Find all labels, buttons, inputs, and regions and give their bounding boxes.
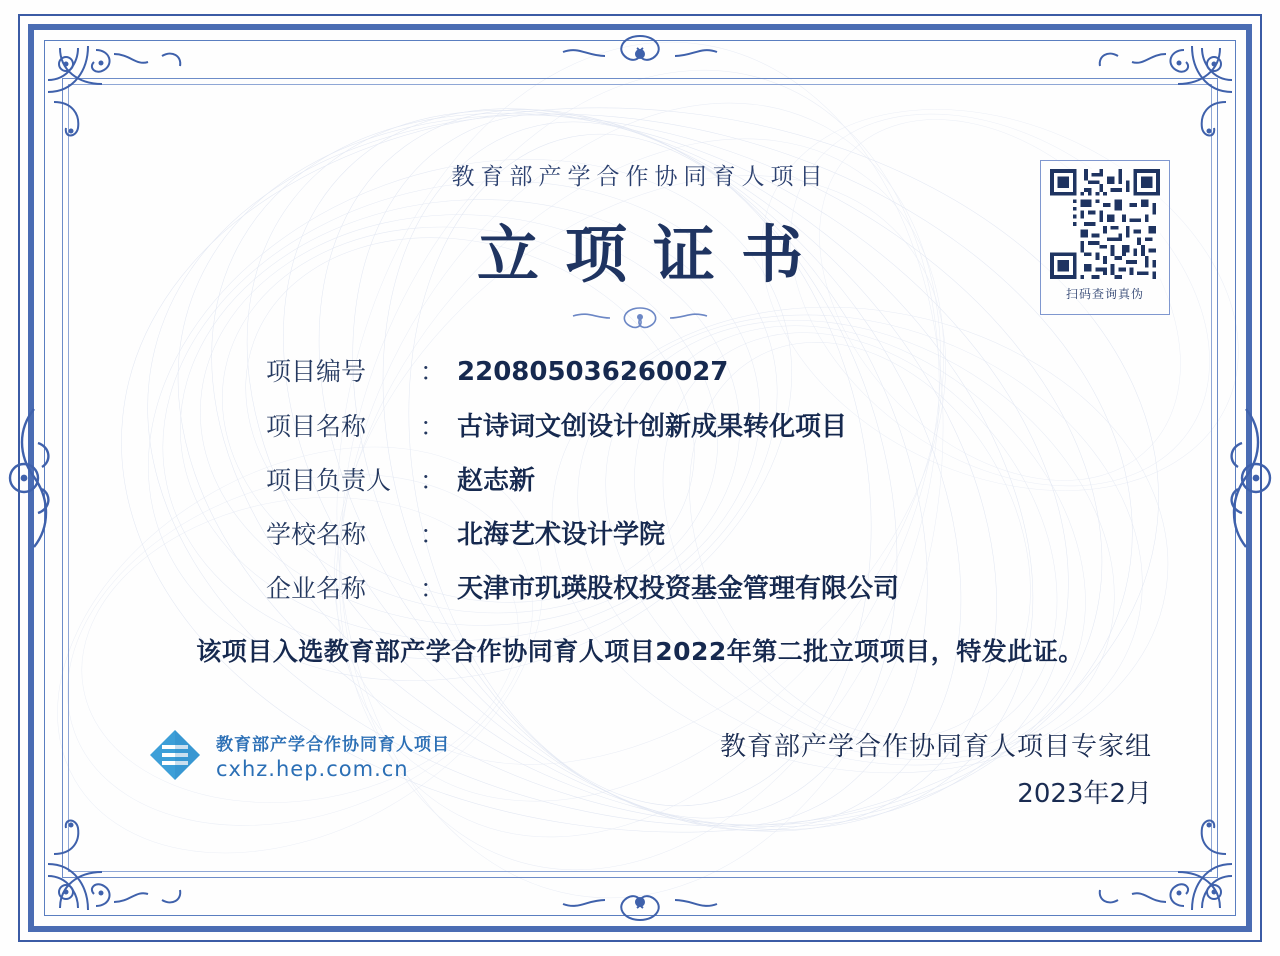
field-row bbox=[266, 406, 899, 444]
field-colon: ： bbox=[420, 574, 446, 603]
program-logo-block bbox=[148, 728, 450, 782]
field-label: 企业名称 bbox=[266, 574, 367, 603]
field-row bbox=[266, 460, 899, 498]
field-colon: ： bbox=[420, 412, 446, 441]
qr-verification-box[interactable] bbox=[1040, 160, 1170, 315]
field-value-school-name: 北海艺术设计学院 bbox=[457, 520, 666, 550]
field-row bbox=[266, 514, 899, 552]
field-colon: ： bbox=[420, 357, 446, 386]
field-label: 项目编号 bbox=[266, 357, 367, 386]
certificate-supertitle: 教育部产学合作协同育人项目 bbox=[451, 164, 829, 190]
qr-code-icon[interactable] bbox=[1050, 169, 1160, 279]
field-label: 项目负责人 bbox=[266, 466, 392, 495]
program-logo-title: 教育部产学合作协同育人项目 bbox=[216, 734, 450, 755]
issuer-name: 教育部产学合作协同育人项目专家组 bbox=[719, 732, 1152, 762]
field-colon: ： bbox=[420, 466, 446, 495]
field-label: 学校名称 bbox=[266, 520, 367, 549]
issuer-signature-block bbox=[720, 726, 1152, 810]
certificate-title: 立项证书 bbox=[476, 218, 829, 291]
field-row bbox=[266, 568, 899, 606]
field-value-project-number: 220805036260027 bbox=[457, 357, 729, 387]
field-value-project-leader: 赵志新 bbox=[457, 466, 536, 496]
hep-logo-icon bbox=[148, 728, 202, 782]
certificate-fields bbox=[266, 352, 899, 622]
field-row bbox=[266, 352, 899, 390]
program-logo-url[interactable]: cxhz.hep.com.cn bbox=[216, 756, 409, 781]
field-label: 项目名称 bbox=[266, 412, 367, 441]
field-value-company-name: 天津市玑瑛股权投资基金管理有限公司 bbox=[457, 574, 900, 604]
issue-date: 2023年2月 bbox=[1017, 779, 1152, 809]
field-value-project-name: 古诗词文创设计创新成果转化项目 bbox=[457, 412, 848, 442]
certificate-statement: 该项目入选教育部产学合作协同育人项目2022年第二批立项项目，特发此证。 bbox=[196, 637, 1084, 666]
qr-caption: 扫码查询真伪 bbox=[1065, 287, 1144, 301]
field-colon: ： bbox=[420, 520, 446, 549]
